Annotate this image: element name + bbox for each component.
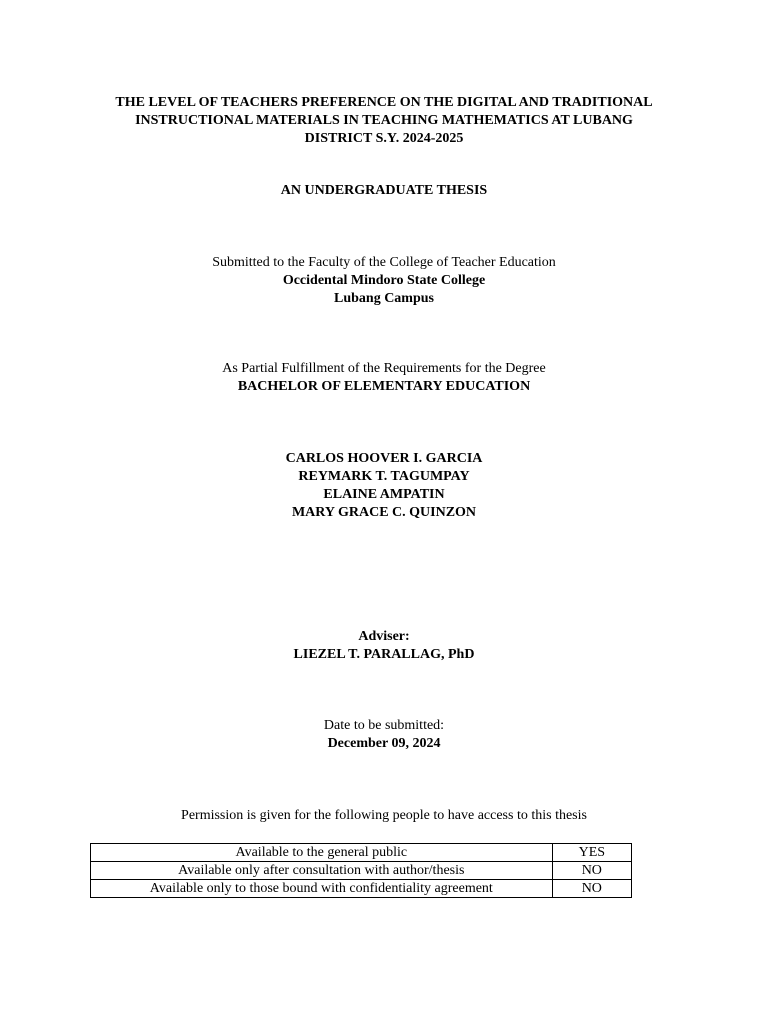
access-value: NO: [552, 880, 631, 898]
table-row: [91, 862, 632, 880]
access-permission-table: [90, 843, 632, 898]
document-type-label: AN UNDERGRADUATE THESIS: [280, 183, 488, 198]
author-list: [0, 450, 768, 522]
campus-name: Lubang Campus: [334, 291, 434, 306]
table-row: [91, 844, 632, 862]
author-name: ELAINE AMPATIN: [323, 487, 445, 502]
access-option: Available to the general public: [91, 844, 553, 862]
adviser-name: LIEZEL T. PARALLAG, PhD: [293, 647, 475, 662]
thesis-title-line: INSTRUCTIONAL MATERIALS IN TEACHING MATHEMATICS AT LUBANG: [135, 113, 633, 128]
permission-text: Permission is given for the following people to have access to this thesis: [181, 808, 587, 823]
date-label: Date to be submitted:: [323, 718, 445, 733]
date-value: December 09, 2024: [327, 736, 441, 751]
thesis-title-line: THE LEVEL OF TEACHERS PREFERENCE ON THE DIGITAL AND TRADITIONAL: [115, 95, 653, 110]
submission-intro: Submitted to the Faculty of the College of Teacher Education: [212, 255, 556, 270]
permission-statement: [0, 807, 768, 825]
access-value: NO: [552, 862, 631, 880]
table-row: [91, 880, 632, 898]
author-name: REYMARK T. TAGUMPAY: [298, 469, 470, 484]
institution-name: Occidental Mindoro State College: [282, 273, 486, 288]
adviser-label: Adviser:: [358, 629, 410, 644]
submission-date: [0, 717, 768, 753]
thesis-title-line: DISTRICT S.Y. 2024-2025: [304, 131, 464, 146]
degree-name: BACHELOR OF ELEMENTARY EDUCATION: [237, 379, 531, 394]
document-type: [0, 182, 768, 200]
access-option: Available only to those bound with confidentiality agreement: [91, 880, 553, 898]
author-name: CARLOS HOOVER I. GARCIA: [285, 451, 483, 466]
thesis-title: [0, 94, 768, 148]
author-name: MARY GRACE C. QUINZON: [291, 505, 477, 520]
adviser-info: [0, 628, 768, 664]
access-option: Available only after consultation with author/thesis: [91, 862, 553, 880]
degree-info: [0, 360, 768, 396]
submission-info: [0, 254, 768, 308]
access-value: YES: [552, 844, 631, 862]
degree-intro: As Partial Fulfillment of the Requirements for the Degree: [222, 361, 546, 376]
